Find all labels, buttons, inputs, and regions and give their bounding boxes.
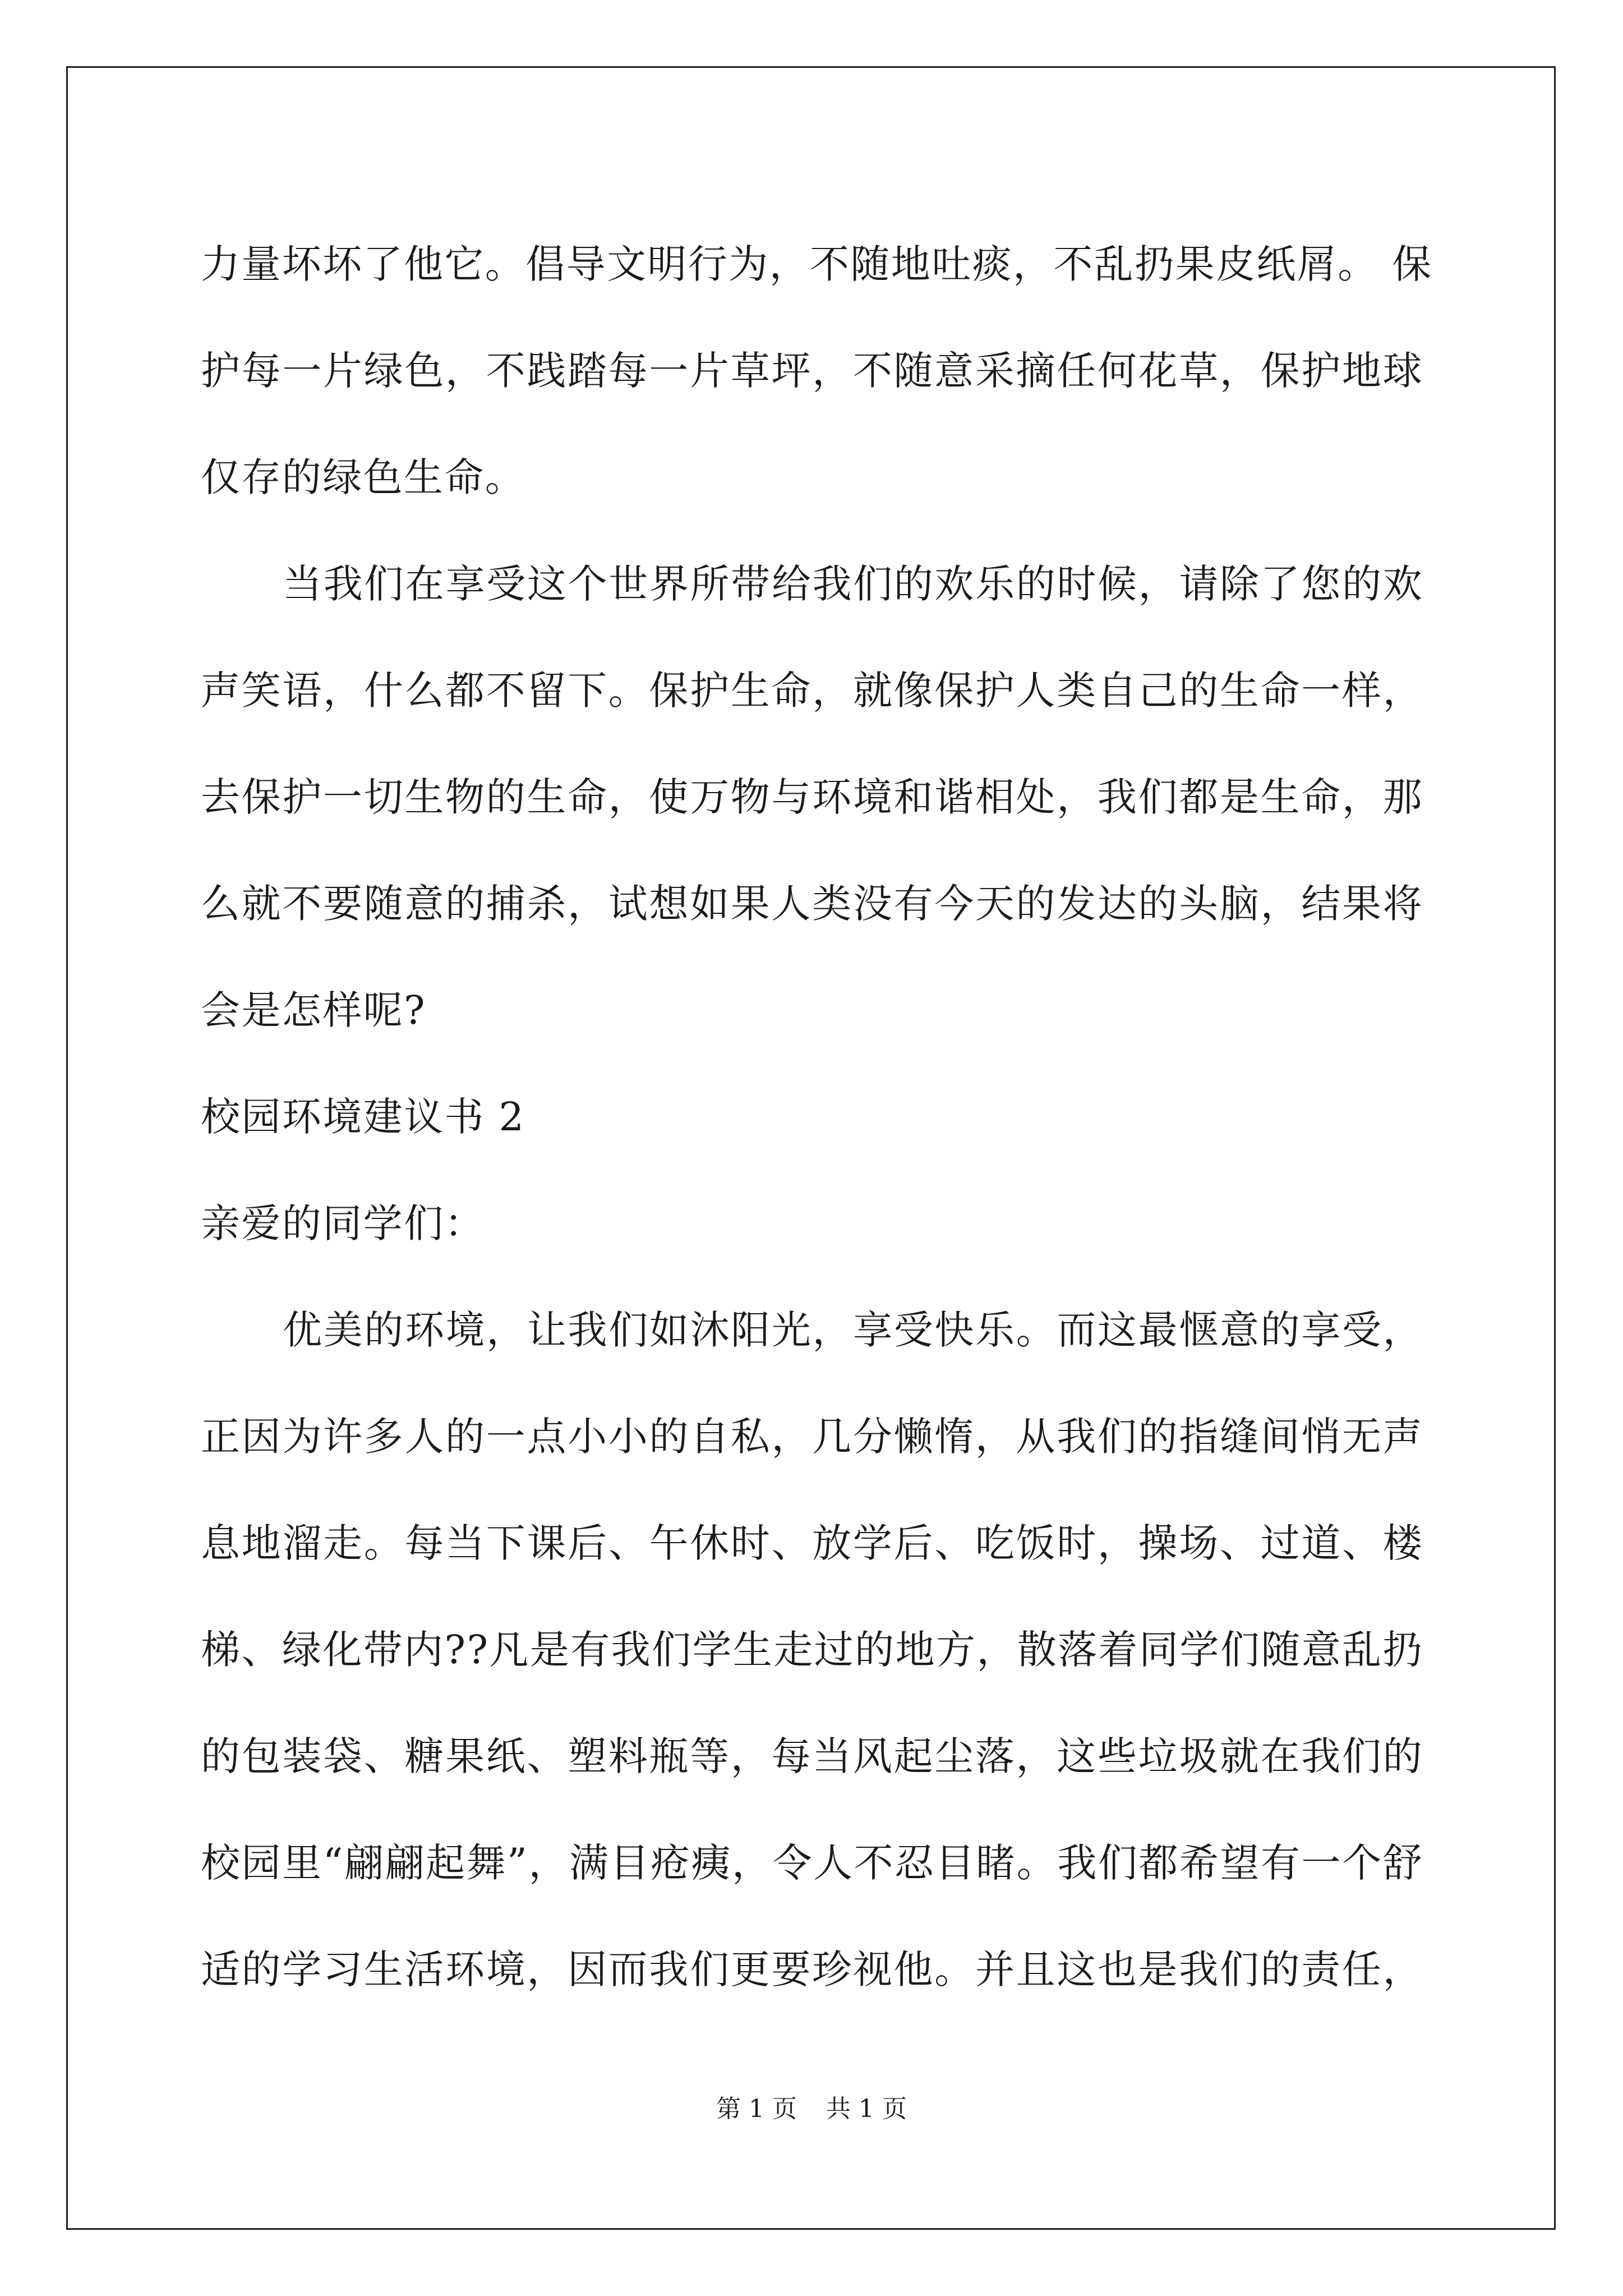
text-line: 仅存的绿色生命。 bbox=[201, 454, 526, 500]
text-line: 去保护一切生物的生命，使万物与环境和谐相处，我们都是生命，那 bbox=[201, 774, 1423, 820]
text-line: 会是怎样呢? bbox=[201, 987, 426, 1033]
text-line: 护每一片绿色，不践踏每一片草坪，不随意采摘任何花草，保护地球 bbox=[201, 348, 1423, 394]
section-title: 校园环境建议书 2 bbox=[201, 1094, 525, 1140]
text-line: 息地溜走。每当下课后、午休时、放学后、吃饭时，操场、过道、楼 bbox=[201, 1520, 1423, 1566]
page-number-current: 第 1 页 bbox=[716, 2095, 797, 2123]
text-line: 正因为许多人的一点小小的自私，几分懒惰，从我们的指缝间悄无声 bbox=[201, 1414, 1423, 1460]
text-line: 校园里“翩翩起舞”，满目疮痍，令人不忍目睹。我们都希望有一个舒 bbox=[201, 1840, 1423, 1886]
text-line: 声笑语，什么都不留下。保护生命，就像保护人类自己的生命一样， bbox=[201, 668, 1423, 714]
paragraph-start-line: 优美的环境，让我们如沐阳光，享受快乐。而这最惬意的享受， bbox=[283, 1307, 1423, 1353]
paragraph-start-line: 当我们在享受这个世界所带给我们的欢乐的时候，请除了您的欢 bbox=[283, 561, 1423, 607]
text-line: 梯、绿化带内??凡是有我们学生走过的地方，散落着同学们随意乱扔 bbox=[201, 1627, 1423, 1673]
text-line: 力量坏坏了他它。倡导文明行为，不随地吐痰，不乱扔果皮纸屑。 保 bbox=[201, 241, 1433, 287]
page-footer bbox=[0, 2092, 1623, 2126]
page-number-total: 共 1 页 bbox=[826, 2095, 907, 2123]
salutation: 亲爱的同学们： bbox=[201, 1200, 485, 1246]
text-line: 么就不要随意的捕杀，试想如果人类没有今天的发达的头脑，结果将 bbox=[201, 881, 1423, 927]
text-line: 适的学习生活环境，因而我们更要珍视他。并且这也是我们的责任， bbox=[201, 1947, 1423, 1993]
text-line: 的包装袋、糖果纸、塑料瓶等，每当风起尘落，这些垃圾就在我们的 bbox=[201, 1733, 1423, 1779]
document-body bbox=[201, 211, 1433, 2023]
